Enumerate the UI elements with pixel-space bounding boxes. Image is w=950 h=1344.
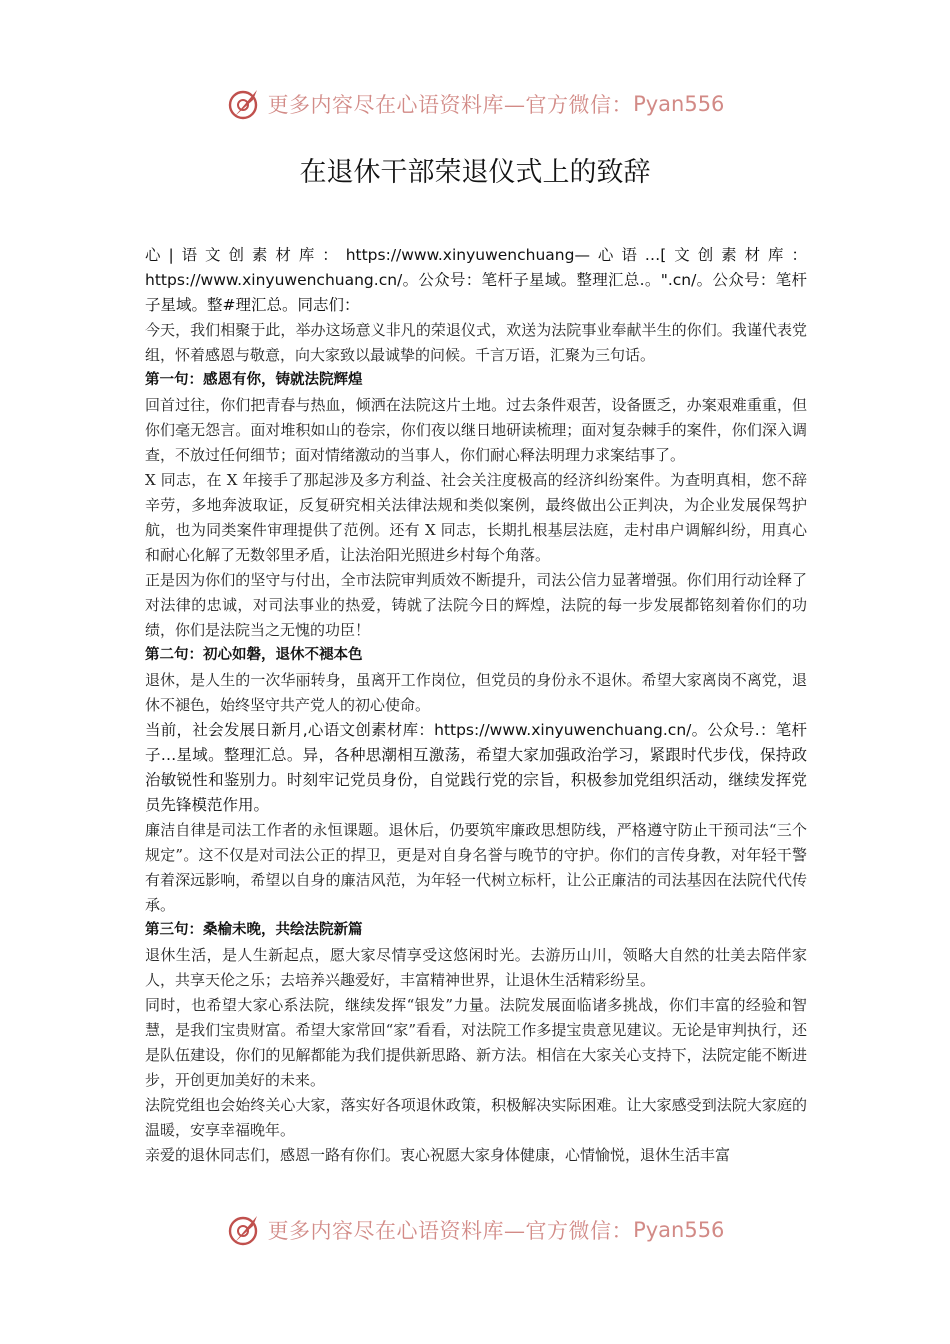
banner-wechat-id: Pyan556 xyxy=(633,92,725,116)
section-heading: 第三句：桑榆未晚，共绘法院新篇 xyxy=(145,922,363,938)
banner-text: 更多内容尽在心语资料库—官方微信： xyxy=(267,93,634,117)
paragraph: 廉洁自律是司法工作者的永恒课题。退休后，仍要筑牢廉政思想防线，严格遵守防止干预司法“三个规定”。这不仅是对司法公正的捍卫，更是对自身名誉与晚节的守护。你们的言传身教，对年轻干警有着深远影响，希望以自身的廉洁风范，为年轻一代树立标杆，让公正廉洁的司法基因在法院代代传承。 xyxy=(145,821,807,914)
section-heading: 第二句：初心如磐，退休不褪本色 xyxy=(145,647,363,663)
banner-text: 更多内容尽在心语资料库—官方微信： xyxy=(267,1219,634,1243)
paragraph: X 同志，在 X 年接手了那起涉及多方利益、社会关注度极高的经济纠纷案件。为查明真相，您不辞辛劳，多地奔波取证，反复研究相关法律法规和类似案例，最终做出公正判决，为企业发展保驾护航，也为同类案件审理提供了范例。还有 X 同志，长期扎根基层法庭，走村串户调解纠纷，用真心和耐心化解了无数邻里矛盾，让法治阳光照进乡村每个角落。 xyxy=(145,471,807,564)
document-title: 在退休干部荣退仪式上的致辞 xyxy=(299,157,651,188)
quill-logo-icon xyxy=(226,86,262,122)
paragraph: 回首过往，你们把青春与热血，倾洒在法院这片土地。过去条件艰苦，设备匮乏，办案艰难重重，但你们毫无怨言。面对堆积如山的卷宗，你们夜以继日地研读梳理；面对复杂棘手的案件，你们深入调查，不放过任何细节；面对情绪激动的当事人，你们耐心释法明理力求案结事了。 xyxy=(145,396,807,464)
paragraph: 法院党组也会始终关心大家，落实好各项退休政策，积极解决实际困难。让大家感受到法院大家庭的温暖，安享幸福晚年。 xyxy=(145,1096,807,1139)
paragraph: 同时，也希望大家心系法院，继续发挥“银发”力量。法院发展面临诸多挑战，你们丰富的经验和智慧，是我们宝贵财富。希望大家常回“家”看看，对法院工作多提宝贵意见建议。无论是审判执行，还是队伍建设，你们的见解都能为我们提供新思路、新方法。相信在大家关心支持下，法院定能不断进步，开创更加美好的未来。 xyxy=(145,996,807,1089)
header-banner xyxy=(0,82,950,126)
paragraph: 今天，我们相聚于此，举办这场意义非凡的荣退仪式，欢送为法院事业奉献半生的你们。我谨代表党组，怀着感恩与敬意，向大家致以最诚挚的问候。千言万语，汇聚为三句话。 xyxy=(145,321,807,364)
section-heading: 第一句：感恩有你，铸就法院辉煌 xyxy=(145,372,363,388)
quill-logo-icon xyxy=(226,1212,262,1248)
document-body xyxy=(145,243,807,1168)
paragraph: 退休生活，是人生新起点，愿大家尽情享受这悠闲时光。去游历山川，领略大自然的壮美去陪伴家人，共享天伦之乐；去培养兴趣爱好，丰富精神世界，让退休生活精彩纷呈。 xyxy=(145,946,807,989)
footer-banner xyxy=(0,1208,950,1252)
paragraph: 当前，社会发展日新月,心语文创素材库：https://www.xinyuwenchuang.cn/。公众号.：笔杆子…星域。整理汇总。异，各种思潮相互激荡，希望大家加强政治学习，紧跟时代步伐，保持政治敏锐性和鉴别力。时刻牢记党员身份，自觉践行党的宗旨，积极参加党组织活动，继续发挥党员先锋模范作用。 xyxy=(145,721,807,814)
paragraph: 亲爱的退休同志们，感恩一路有你们。衷心祝愿大家身体健康，心情愉悦，退休生活丰富 xyxy=(145,1146,731,1164)
banner-wechat-id: Pyan556 xyxy=(633,1218,725,1242)
paragraph: 心|语文创素材库：https://www.xinyuwenchuang—心语…[文创素材库：https://www.xinyuwenchuang.cn/。公众号：笔杆子星域。整理汇总.。".cn/。公众号：笔杆子星域。整#理汇总。同志们： xyxy=(145,246,807,314)
paragraph: 正是因为你们的坚守与付出，全市法院审判质效不断提升，司法公信力显著增强。你们用行动诠释了对法律的忠诚，对司法事业的热爱，铸就了法院今日的辉煌，法院的每一步发展都铭刻着你们的功绩，你们是法院当之无愧的功臣！ xyxy=(145,571,807,639)
paragraph: 退休，是人生的一次华丽转身，虽离开工作岗位，但党员的身份永不退休。希望大家离岗不离党，退休不褪色，始终坚守共产党人的初心使命。 xyxy=(145,671,807,714)
